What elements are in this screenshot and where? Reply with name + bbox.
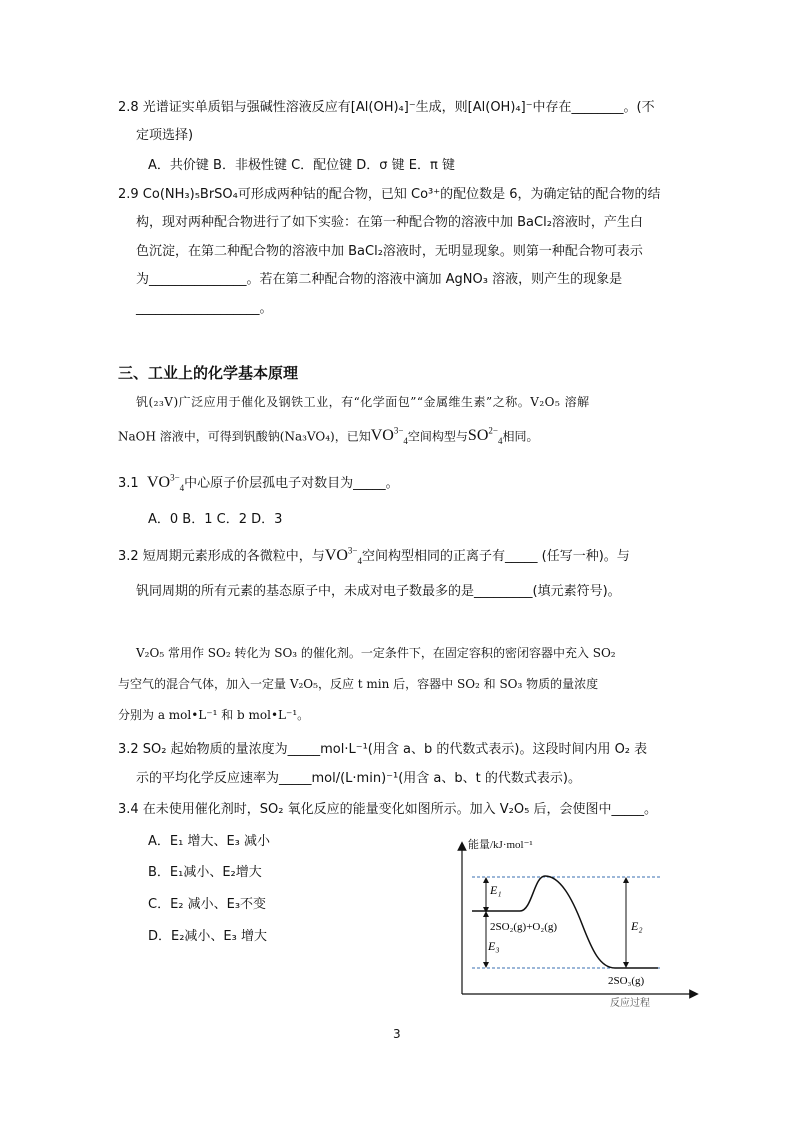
q3-1-prefix: 3.1 xyxy=(118,476,139,491)
q3-1-text: 中心原子价层孤电子对数目为_____。 xyxy=(184,476,399,491)
q3-2a-line2: 钒同周期的所有元素的基态原子中，未成对电子数最多的是_________(填元素符号)。 xyxy=(136,584,621,599)
q3-1-options: A．0 B．1 C．2 D．3 xyxy=(148,512,283,527)
energy-diagram xyxy=(450,832,710,1009)
q3-2a-text: 空间构型相同的正离子有_____ (任写一种)。与 xyxy=(362,549,630,564)
intro2-text-a: NaOH 溶液中，可得到钒酸钠(Na₃VO₄)，已知 xyxy=(118,429,371,444)
vo4-formula: $VO^{3-}_4$ xyxy=(324,545,362,567)
intro2-text-c: 相同。 xyxy=(502,429,539,444)
q2-9-line2: 构，现对两种配合物进行了如下实验：在第一种配合物的溶液中加 BaCl₂溶液时，产生白 xyxy=(136,215,643,230)
section3-title: 三、工业上的化学基本原理 xyxy=(118,364,299,382)
q2-8-line1: 2.8 光谱证实单质铝与强碱性溶液反应有[Al(OH)₄]⁻生成，则[Al(OH)₄]⁻中存在________。(不 xyxy=(118,100,655,115)
para2-line2: 与空气的混合气体，加入一定量 V₂O₅，反应 t min 后，容器中 SO₂ 和 SO₃ 物质的量浓度 xyxy=(118,677,599,691)
e1-label: E₁ xyxy=(490,883,502,897)
q3-4-option-c: C．E₂ 减小、E₃不变 xyxy=(148,897,267,912)
q3-4-option-b: B．E₁减小、E₂增大 xyxy=(148,865,262,880)
q2-9-line5: ___________________。 xyxy=(136,301,273,316)
q3-4-stem: 3.4 在未使用催化剂时，SO₂ 氧化反应的能量变化如图所示。加入 V₂O₅ 后，会使图中_____。 xyxy=(118,802,657,817)
so4-formula: $SO^{2-}_4$ xyxy=(467,426,503,447)
x-axis-label-cut: 反应过程 xyxy=(610,998,650,1009)
q2-8-options: A．共价键 B．非极性键 C．配位键 D．σ 键 E．π 键 xyxy=(148,158,455,173)
page-number: 3 xyxy=(393,1027,401,1041)
q3-2b-line2: 示的平均化学反应速率为_____mol/(L·min)⁻¹(用含 a、b、t 的代数式表示)。 xyxy=(136,771,581,786)
q3-2a-prefix: 3.2 短周期元素形成的各微粒中，与 xyxy=(118,549,325,564)
vo4-formula: $VO^{3-}_4$ xyxy=(146,472,185,494)
product-label: 2SO₃(g) xyxy=(608,975,645,987)
e2-label: E₂ xyxy=(631,919,643,933)
q3-2a-line1 xyxy=(118,545,630,566)
q3-1-stem xyxy=(118,472,399,493)
q2-9-line1: 2.9 Co(NH₃)₅BrSO₄可形成两种钴的配合物，已知 Co³⁺的配位数是 6，为确定钴的配合物的结 xyxy=(118,187,661,202)
vo4-formula: $VO^{3-}_4$ xyxy=(370,426,408,447)
para2-line1: V₂O₅ 常用作 SO₂ 转化为 SO₃ 的催化剂。一定条件下，在固定容积的密闭容器中充入 SO₂ xyxy=(136,646,616,660)
section3-intro-line2 xyxy=(118,426,538,447)
intro2-text-b: 空间构型与 xyxy=(407,429,468,444)
q3-4-option-a: A．E₁ 增大、E₃ 减小 xyxy=(148,834,271,849)
reactants-label: 2SO₂(g)+O₂(g) xyxy=(490,921,558,933)
q3-4-option-d: D．E₂减小、E₃ 增大 xyxy=(148,929,267,944)
q2-9-line4: 为_______________。若在第二种配合物的溶液中滴加 AgNO₃ 溶液，则产生的现象是 xyxy=(136,272,623,287)
para2-line3: 分别为 a mol•L⁻¹ 和 b mol•L⁻¹。 xyxy=(118,708,310,722)
q2-9-line3: 色沉淀，在第二种配合物的溶液中加 BaCl₂溶液时，无明显现象。则第一种配合物可表示 xyxy=(136,244,643,259)
q3-2b-line1: 3.2 SO₂ 起始物质的量浓度为_____mol·L⁻¹(用含 a、b 的代数式表示)。这段时间内用 O₂ 表 xyxy=(118,742,648,757)
e3-label: E₃ xyxy=(488,939,500,953)
y-axis-label: 能量/kJ·mol⁻¹ xyxy=(468,839,533,851)
section3-intro-line1: 钒(₂₃V)广泛应用于催化及钢铁工业，有“化学面包”“金属维生素”之称。V₂O₅ 溶解 xyxy=(136,395,590,409)
q2-8-line2: 定项选择) xyxy=(136,128,194,143)
